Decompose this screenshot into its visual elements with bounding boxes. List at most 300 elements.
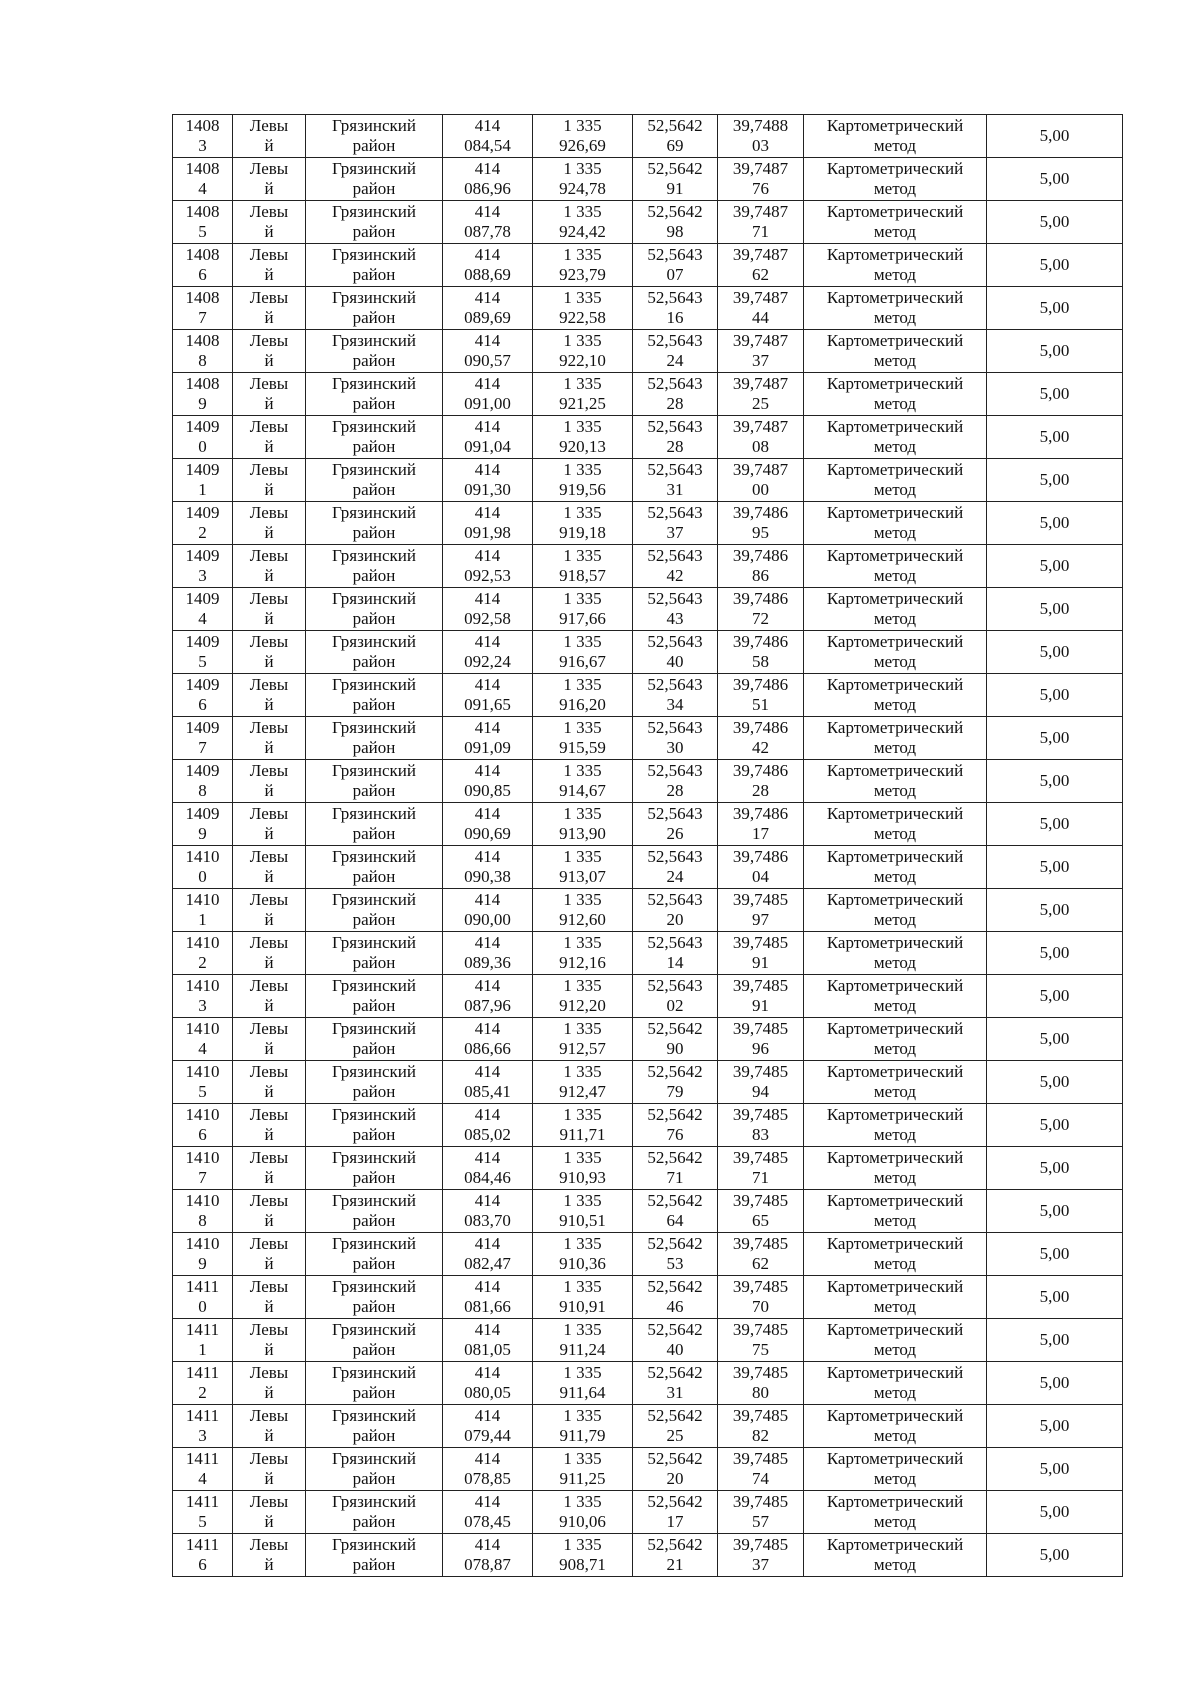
coord-y-cell-line-1: 1 335: [563, 159, 602, 178]
district-cell: [306, 1319, 443, 1362]
coord-y-cell-line-1: 1 335: [563, 761, 602, 780]
district-cell-line-1: Грязинский: [332, 417, 416, 436]
latitude-cell: [633, 1104, 718, 1147]
point-number-cell-line-2: 8: [198, 781, 207, 800]
coord-y-cell-line-2: 916,67: [559, 652, 606, 671]
latitude-cell: [633, 889, 718, 932]
side-cell-line-1: Левы: [249, 1105, 289, 1124]
coord-x-cell-line-2: 091,98: [464, 523, 511, 542]
coord-x-cell: [443, 416, 533, 459]
accuracy-value-cell: 5,00: [987, 1190, 1123, 1233]
method-cell-line-1: Картометрический: [826, 503, 964, 522]
coord-x-cell-line-2: 078,45: [464, 1512, 511, 1531]
latitude-cell: [633, 1276, 718, 1319]
coord-x-cell-line-1: 414: [474, 1234, 501, 1253]
longitude-cell-line-1: 39,7485: [732, 1406, 789, 1425]
coord-x-cell-line-1: 414: [474, 718, 501, 737]
longitude-cell: [718, 158, 804, 201]
coord-x-cell-line-2: 091,30: [464, 480, 511, 499]
latitude-cell-line-1: 52,5642: [647, 1019, 703, 1038]
latitude-cell-line-1: 52,5643: [647, 718, 703, 737]
coord-x-cell-line-2: 081,05: [464, 1340, 511, 1359]
method-cell-line-2: метод: [873, 136, 917, 155]
coord-x-cell-line-2: 087,96: [464, 996, 511, 1015]
coord-x-cell-line-2: 083,70: [464, 1211, 511, 1230]
coord-x-cell: [443, 201, 533, 244]
side-cell-line-1: Левы: [249, 1320, 289, 1339]
method-cell-line-1: Картометрический: [826, 632, 964, 651]
longitude-cell-line-2: 83: [752, 1125, 769, 1144]
point-number-cell-line-2: 7: [198, 738, 207, 757]
accuracy-value-cell: 5,00: [987, 717, 1123, 760]
method-cell-line-2: метод: [873, 953, 917, 972]
coord-y-cell-line-2: 915,59: [559, 738, 606, 757]
point-number-cell-line-1: 1409: [185, 460, 220, 479]
point-number-cell-line-2: 9: [198, 824, 207, 843]
coordinates-table: [172, 114, 1123, 1577]
coord-y-cell-line-2: 913,90: [559, 824, 606, 843]
point-number-cell-line-1: 1410: [185, 1105, 220, 1124]
district-cell: [306, 717, 443, 760]
point-number-cell-line-1: 1411: [185, 1492, 220, 1511]
side-cell-line-2: й: [264, 351, 274, 370]
coord-y-cell-line-2: 912,57: [559, 1039, 606, 1058]
accuracy-value-cell: 5,00: [987, 1491, 1123, 1534]
latitude-cell: [633, 932, 718, 975]
point-number-cell: [173, 1147, 233, 1190]
method-cell-line-1: Картометрический: [826, 1406, 964, 1425]
latitude-cell-line-1: 52,5643: [647, 288, 703, 307]
longitude-cell-line-1: 39,7485: [732, 1191, 789, 1210]
latitude-cell-line-2: 90: [666, 1039, 684, 1058]
coord-y-cell-line-1: 1 335: [563, 933, 602, 952]
district-cell-line-2: район: [352, 1297, 396, 1316]
district-cell: [306, 545, 443, 588]
coord-y-cell-line-1: 1 335: [563, 1320, 602, 1339]
side-cell-line-2: й: [264, 695, 274, 714]
coord-x-cell: [443, 1233, 533, 1276]
longitude-cell: [718, 674, 804, 717]
table-row: [173, 416, 1123, 459]
coord-x-cell-line-2: 084,46: [464, 1168, 511, 1187]
coord-x-cell: [443, 1147, 533, 1190]
district-cell: [306, 1190, 443, 1233]
method-cell: [804, 244, 987, 287]
method-cell: [804, 846, 987, 889]
table-row: [173, 674, 1123, 717]
longitude-cell-line-2: 94: [752, 1082, 769, 1101]
table-row: [173, 1448, 1123, 1491]
coord-x-cell-line-1: 414: [474, 1320, 501, 1339]
coord-y-cell-line-1: 1 335: [563, 460, 602, 479]
side-cell-line-2: й: [264, 1211, 274, 1230]
point-number-cell: [173, 1061, 233, 1104]
coord-y-cell: [533, 1104, 633, 1147]
accuracy-value-cell: 5,00: [987, 244, 1123, 287]
longitude-cell-line-1: 39,7485: [732, 976, 789, 995]
district-cell-line-1: Грязинский: [332, 159, 416, 178]
coord-y-cell-line-1: 1 335: [563, 890, 602, 909]
longitude-cell-line-2: 03: [752, 136, 769, 155]
point-number-cell-line-1: 1410: [185, 890, 220, 909]
district-cell-line-2: район: [352, 781, 396, 800]
district-cell: [306, 416, 443, 459]
point-number-cell-line-1: 1411: [185, 1449, 220, 1468]
coord-y-cell-line-1: 1 335: [563, 1492, 602, 1511]
point-number-cell-line-2: 5: [198, 222, 207, 241]
longitude-cell-line-1: 39,7486: [732, 675, 789, 694]
latitude-cell-line-2: 20: [666, 910, 684, 929]
point-number-cell-line-1: 1408: [185, 288, 220, 307]
side-cell: [233, 1190, 306, 1233]
accuracy-value-cell: 5,00: [987, 373, 1123, 416]
longitude-cell: [718, 545, 804, 588]
coord-x-cell-line-2: 092,53: [464, 566, 511, 585]
side-cell: [233, 201, 306, 244]
coord-x-cell-line-2: 084,54: [464, 136, 511, 155]
point-number-cell-line-2: 4: [198, 1469, 207, 1488]
point-number-cell-line-1: 1409: [185, 546, 220, 565]
longitude-cell: [718, 1104, 804, 1147]
method-cell: [804, 1104, 987, 1147]
latitude-cell-line-2: 98: [666, 222, 684, 241]
point-number-cell-line-2: 3: [198, 1426, 207, 1445]
coord-y-cell: [533, 1362, 633, 1405]
point-number-cell: [173, 1190, 233, 1233]
coord-x-cell-line-2: 081,66: [464, 1297, 511, 1316]
longitude-cell-line-1: 39,7485: [732, 1449, 789, 1468]
coord-x-cell: [443, 1534, 533, 1577]
side-cell-line-1: Левы: [249, 718, 289, 737]
coord-x-cell-line-1: 414: [474, 976, 501, 995]
point-number-cell: [173, 932, 233, 975]
side-cell-line-2: й: [264, 824, 274, 843]
side-cell: [233, 115, 306, 158]
coord-x-cell-line-1: 414: [474, 202, 501, 221]
side-cell-line-1: Левы: [249, 1148, 289, 1167]
side-cell-line-2: й: [264, 136, 274, 155]
coord-x-cell-line-2: 091,09: [464, 738, 511, 757]
method-cell-line-1: Картометрический: [826, 1363, 964, 1382]
coord-x-cell-line-1: 414: [474, 632, 501, 651]
table-body: [173, 115, 1123, 1577]
accuracy-value-cell: 5,00: [987, 975, 1123, 1018]
point-number-cell-line-2: 8: [198, 1211, 207, 1230]
coord-y-cell-line-2: 912,16: [559, 953, 606, 972]
district-cell: [306, 1147, 443, 1190]
method-cell: [804, 1362, 987, 1405]
district-cell-line-1: Грязинский: [332, 1148, 416, 1167]
coord-y-cell: [533, 545, 633, 588]
longitude-cell-line-1: 39,7487: [732, 417, 789, 436]
coord-y-cell-line-2: 924,78: [559, 179, 606, 198]
district-cell-line-2: район: [352, 609, 396, 628]
district-cell-line-2: район: [352, 308, 396, 327]
table-row: [173, 330, 1123, 373]
coord-x-cell-line-2: 090,69: [464, 824, 511, 843]
district-cell-line-1: Грязинский: [332, 288, 416, 307]
coord-x-cell-line-1: 414: [474, 1535, 501, 1554]
longitude-cell-line-1: 39,7486: [732, 804, 789, 823]
longitude-cell-line-2: 72: [752, 609, 769, 628]
method-cell-line-1: Картометрический: [826, 1019, 964, 1038]
coord-y-cell-line-2: 911,25: [559, 1469, 606, 1488]
method-cell-line-1: Картометрический: [826, 460, 964, 479]
side-cell-line-2: й: [264, 1168, 274, 1187]
coord-y-cell-line-2: 911,64: [559, 1383, 606, 1402]
point-number-cell-line-1: 1411: [185, 1363, 220, 1382]
coord-y-cell-line-2: 919,56: [559, 480, 606, 499]
accuracy-value-cell: 5,00: [987, 1534, 1123, 1577]
method-cell: [804, 889, 987, 932]
coord-y-cell: [533, 1448, 633, 1491]
side-cell: [233, 588, 306, 631]
side-cell: [233, 416, 306, 459]
accuracy-value-cell: 5,00: [987, 1233, 1123, 1276]
district-cell-line-1: Грязинский: [332, 1191, 416, 1210]
latitude-cell-line-1: 52,5642: [647, 1320, 703, 1339]
document-page: [172, 114, 1122, 1577]
latitude-cell-line-1: 52,5642: [647, 1234, 703, 1253]
district-cell-line-2: район: [352, 996, 396, 1015]
method-cell: [804, 760, 987, 803]
longitude-cell: [718, 1276, 804, 1319]
side-cell: [233, 674, 306, 717]
coord-x-cell-line-2: 092,24: [464, 652, 511, 671]
coord-x-cell-line-2: 090,57: [464, 351, 511, 370]
point-number-cell: [173, 1104, 233, 1147]
longitude-cell: [718, 1190, 804, 1233]
longitude-cell-line-1: 39,7486: [732, 847, 789, 866]
coord-y-cell-line-1: 1 335: [563, 847, 602, 866]
latitude-cell: [633, 588, 718, 631]
longitude-cell: [718, 1061, 804, 1104]
district-cell-line-1: Грязинский: [332, 933, 416, 952]
point-number-cell: [173, 287, 233, 330]
point-number-cell-line-1: 1409: [185, 718, 220, 737]
longitude-cell-line-2: 17: [752, 824, 769, 843]
latitude-cell-line-2: 17: [666, 1512, 684, 1531]
district-cell-line-2: район: [352, 652, 396, 671]
latitude-cell: [633, 1061, 718, 1104]
point-number-cell-line-2: 6: [198, 1555, 207, 1574]
district-cell-line-2: район: [352, 738, 396, 757]
point-number-cell: [173, 373, 233, 416]
point-number-cell-line-2: 3: [198, 136, 207, 155]
district-cell-line-2: район: [352, 179, 396, 198]
side-cell: [233, 244, 306, 287]
district-cell-line-2: район: [352, 1426, 396, 1445]
longitude-cell-line-2: 76: [752, 179, 769, 198]
district-cell-line-2: район: [352, 136, 396, 155]
point-number-cell-line-1: 1411: [185, 1406, 220, 1425]
coord-x-cell: [443, 846, 533, 889]
longitude-cell-line-2: 80: [752, 1383, 769, 1402]
latitude-cell-line-1: 52,5642: [647, 1449, 703, 1468]
latitude-cell-line-1: 52,5642: [647, 1492, 703, 1511]
longitude-cell-line-2: 91: [752, 953, 769, 972]
latitude-cell-line-2: 24: [666, 867, 684, 886]
coord-x-cell-line-1: 414: [474, 417, 501, 436]
table-row: [173, 889, 1123, 932]
latitude-cell: [633, 287, 718, 330]
point-number-cell: [173, 1491, 233, 1534]
point-number-cell: [173, 158, 233, 201]
coord-y-cell-line-1: 1 335: [563, 976, 602, 995]
point-number-cell: [173, 115, 233, 158]
district-cell-line-1: Грязинский: [332, 374, 416, 393]
longitude-cell: [718, 932, 804, 975]
method-cell-line-1: Картометрический: [826, 1535, 964, 1554]
longitude-cell: [718, 330, 804, 373]
point-number-cell: [173, 1362, 233, 1405]
district-cell-line-1: Грязинский: [332, 331, 416, 350]
method-cell-line-2: метод: [873, 867, 917, 886]
latitude-cell: [633, 1018, 718, 1061]
longitude-cell-line-2: 97: [752, 910, 769, 929]
method-cell-line-2: метод: [873, 1383, 917, 1402]
district-cell: [306, 115, 443, 158]
side-cell-line-1: Левы: [249, 546, 289, 565]
coord-y-cell-line-2: 926,69: [559, 136, 606, 155]
district-cell-line-2: район: [352, 351, 396, 370]
latitude-cell-line-2: 24: [666, 351, 684, 370]
coord-y-cell: [533, 1491, 633, 1534]
side-cell-line-1: Левы: [249, 1019, 289, 1038]
side-cell-line-1: Левы: [249, 761, 289, 780]
coord-x-cell-line-2: 078,87: [464, 1555, 511, 1574]
coord-x-cell-line-1: 414: [474, 1449, 501, 1468]
table-row: [173, 545, 1123, 588]
side-cell: [233, 1448, 306, 1491]
coord-x-cell: [443, 674, 533, 717]
district-cell-line-2: район: [352, 1039, 396, 1058]
district-cell-line-1: Грязинский: [332, 116, 416, 135]
point-number-cell-line-1: 1410: [185, 1148, 220, 1167]
latitude-cell-line-1: 52,5643: [647, 761, 703, 780]
coord-x-cell-line-2: 088,69: [464, 265, 511, 284]
method-cell-line-1: Картометрический: [826, 718, 964, 737]
method-cell-line-2: метод: [873, 1082, 917, 1101]
accuracy-value-cell: 5,00: [987, 330, 1123, 373]
district-cell-line-1: Грязинский: [332, 675, 416, 694]
longitude-cell-line-1: 39,7485: [732, 1320, 789, 1339]
coord-x-cell-line-1: 414: [474, 761, 501, 780]
latitude-cell-line-1: 52,5642: [647, 202, 703, 221]
longitude-cell: [718, 588, 804, 631]
latitude-cell-line-2: 79: [666, 1082, 684, 1101]
coord-y-cell-line-1: 1 335: [563, 374, 602, 393]
side-cell-line-1: Левы: [249, 1406, 289, 1425]
method-cell: [804, 803, 987, 846]
longitude-cell: [718, 717, 804, 760]
point-number-cell: [173, 717, 233, 760]
coord-x-cell-line-2: 082,47: [464, 1254, 511, 1273]
coord-y-cell-line-2: 912,60: [559, 910, 606, 929]
latitude-cell-line-1: 52,5643: [647, 847, 703, 866]
side-cell-line-1: Левы: [249, 1492, 289, 1511]
point-number-cell-line-1: 1410: [185, 1019, 220, 1038]
side-cell: [233, 1405, 306, 1448]
method-cell-line-1: Картометрический: [826, 1062, 964, 1081]
table-row: [173, 158, 1123, 201]
accuracy-value-cell: 5,00: [987, 459, 1123, 502]
side-cell-line-2: й: [264, 566, 274, 585]
latitude-cell: [633, 244, 718, 287]
latitude-cell-line-1: 52,5643: [647, 374, 703, 393]
latitude-cell-line-1: 52,5642: [647, 159, 703, 178]
coord-y-cell-line-2: 910,51: [559, 1211, 606, 1230]
side-cell-line-2: й: [264, 222, 274, 241]
side-cell-line-2: й: [264, 1383, 274, 1402]
coord-x-cell: [443, 1190, 533, 1233]
point-number-cell-line-1: 1408: [185, 202, 220, 221]
coord-y-cell-line-1: 1 335: [563, 546, 602, 565]
district-cell-line-1: Грязинский: [332, 718, 416, 737]
accuracy-value-cell: 5,00: [987, 201, 1123, 244]
coord-x-cell: [443, 158, 533, 201]
method-cell: [804, 1147, 987, 1190]
method-cell: [804, 373, 987, 416]
coord-x-cell-line-2: 091,00: [464, 394, 511, 413]
longitude-cell-line-1: 39,7486: [732, 632, 789, 651]
method-cell-line-2: метод: [873, 480, 917, 499]
longitude-cell: [718, 631, 804, 674]
point-number-cell-line-1: 1408: [185, 159, 220, 178]
district-cell-line-1: Грязинский: [332, 804, 416, 823]
side-cell-line-2: й: [264, 609, 274, 628]
side-cell-line-2: й: [264, 1297, 274, 1316]
district-cell: [306, 588, 443, 631]
point-number-cell-line-2: 5: [198, 652, 207, 671]
method-cell-line-2: метод: [873, 437, 917, 456]
table-row: [173, 588, 1123, 631]
table-row: [173, 373, 1123, 416]
district-cell-line-2: район: [352, 222, 396, 241]
longitude-cell: [718, 1233, 804, 1276]
latitude-cell-line-2: 30: [666, 738, 684, 757]
coord-y-cell: [533, 1061, 633, 1104]
point-number-cell-line-2: 3: [198, 566, 207, 585]
coord-y-cell: [533, 158, 633, 201]
point-number-cell: [173, 244, 233, 287]
coord-y-cell: [533, 846, 633, 889]
side-cell-line-1: Левы: [249, 116, 289, 135]
coord-y-cell-line-1: 1 335: [563, 1019, 602, 1038]
latitude-cell-line-2: 28: [666, 781, 684, 800]
district-cell-line-2: район: [352, 695, 396, 714]
latitude-cell: [633, 373, 718, 416]
latitude-cell-line-2: 34: [666, 695, 684, 714]
district-cell: [306, 244, 443, 287]
district-cell: [306, 502, 443, 545]
method-cell: [804, 1276, 987, 1319]
point-number-cell-line-1: 1409: [185, 804, 220, 823]
longitude-cell-line-2: 74: [752, 1469, 769, 1488]
district-cell-line-2: район: [352, 480, 396, 499]
coord-y-cell-line-1: 1 335: [563, 503, 602, 522]
coord-x-cell-line-1: 414: [474, 1406, 501, 1425]
point-number-cell: [173, 330, 233, 373]
coord-y-cell: [533, 975, 633, 1018]
side-cell: [233, 760, 306, 803]
latitude-cell-line-2: 07: [666, 265, 684, 284]
latitude-cell-line-2: 31: [666, 1383, 684, 1402]
coord-x-cell-line-1: 414: [474, 503, 501, 522]
longitude-cell-line-1: 39,7487: [732, 159, 789, 178]
latitude-cell-line-2: 25: [666, 1426, 684, 1445]
point-number-cell: [173, 459, 233, 502]
